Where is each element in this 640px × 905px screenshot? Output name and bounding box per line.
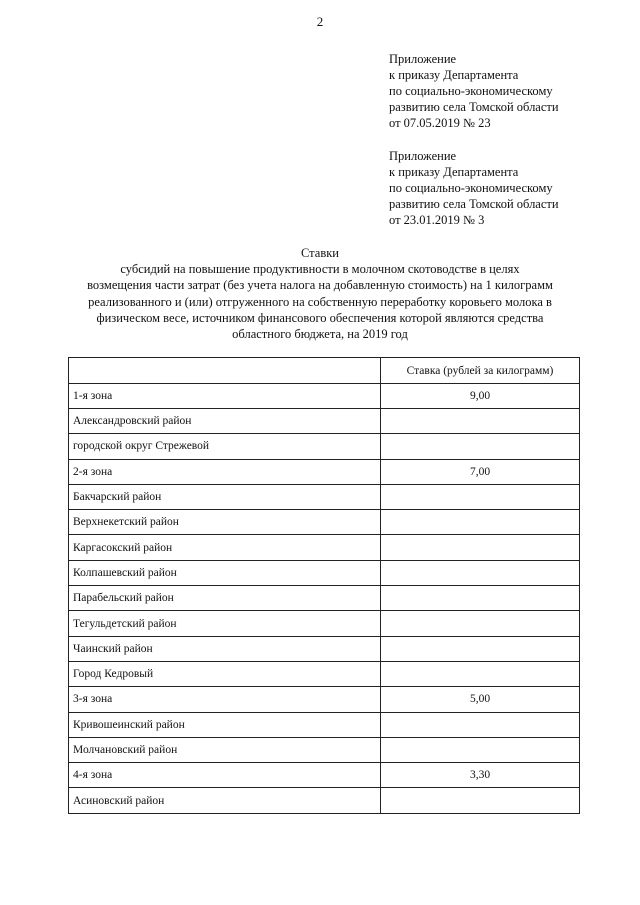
title-line: субсидий на повышение продуктивности в молочном скотоводстве в целях [120, 262, 520, 277]
table-row [69, 434, 580, 459]
table-row [69, 737, 580, 762]
appendix-line: развитию села Томской области [389, 197, 559, 211]
appendix-line: Приложение [389, 149, 457, 163]
area-name-cell: Чаинский район [69, 636, 381, 661]
title-line: областного бюджета, на 2019 год [232, 327, 408, 342]
rate-cell [381, 560, 580, 585]
appendix-line: Приложение [389, 52, 457, 66]
rates-table [68, 357, 580, 814]
rate-cell [381, 636, 580, 661]
rate-cell [381, 661, 580, 686]
table-row [69, 788, 580, 813]
rate-cell: 5,00 [381, 687, 580, 712]
area-name-cell: Молчановский район [69, 737, 381, 762]
area-name-cell: Город Кедровый [69, 661, 381, 686]
header-rate-cell: Ставка (рублей за килограмм) [381, 358, 580, 384]
rate-cell [381, 712, 580, 737]
table-row [69, 409, 580, 434]
area-name-cell: 3-я зона [69, 687, 381, 712]
table-row [69, 712, 580, 737]
area-name-cell: Бакчарский район [69, 484, 381, 509]
header-name-cell [69, 358, 381, 384]
appendix-note-previous [389, 148, 629, 228]
area-name-cell: Кривошеинский район [69, 712, 381, 737]
document-title [40, 245, 600, 342]
title-line: возмещения части затрат (без учета налога на добавленную стоимость) на 1 килограмм [87, 278, 553, 293]
table-row [69, 384, 580, 409]
area-name-cell: Колпашевский район [69, 560, 381, 585]
page-number: 2 [316, 14, 324, 29]
appendix-line: к приказу Департамента [389, 68, 519, 82]
table-row [69, 459, 580, 484]
table-row [69, 636, 580, 661]
rate-cell [381, 535, 580, 560]
appendix-line: развитию села Томской области [389, 100, 559, 114]
rate-cell [381, 409, 580, 434]
rate-cell [381, 788, 580, 813]
title-line: физическом весе, источником финансового обеспечения которой являются средства [96, 310, 544, 325]
rate-cell [381, 484, 580, 509]
appendix-line: к приказу Департамента [389, 165, 519, 179]
table-row [69, 687, 580, 712]
appendix-date: от 07.05.2019 № 23 [389, 116, 491, 130]
table-row [69, 535, 580, 560]
area-name-cell: Верхнекетский район [69, 510, 381, 535]
area-name-cell: городской округ Стрежевой [69, 434, 381, 459]
table-row [69, 586, 580, 611]
table-row [69, 661, 580, 686]
rates-table-body [69, 384, 580, 814]
table-row [69, 763, 580, 788]
area-name-cell: Каргасокский район [69, 535, 381, 560]
area-name-cell: Александровский район [69, 409, 381, 434]
table-row [69, 484, 580, 509]
rate-cell: 3,30 [381, 763, 580, 788]
title-heading: Ставки [300, 246, 339, 260]
rate-cell [381, 586, 580, 611]
title-line: реализованного и (или) отгруженного на собственную переработку коровьего молока в [88, 294, 552, 309]
area-name-cell: 4-я зона [69, 763, 381, 788]
rate-cell [381, 434, 580, 459]
table-row [69, 560, 580, 585]
area-name-cell: Парабельский район [69, 586, 381, 611]
appendix-note-current [389, 51, 629, 131]
rate-cell: 9,00 [381, 384, 580, 409]
appendix-line: по социально-экономическому [389, 84, 553, 98]
table-row [69, 510, 580, 535]
table-row [69, 611, 580, 636]
rate-cell [381, 611, 580, 636]
table-header-row [69, 358, 580, 384]
area-name-cell: 1-я зона [69, 384, 381, 409]
rate-cell [381, 510, 580, 535]
rate-cell: 7,00 [381, 459, 580, 484]
rate-cell [381, 737, 580, 762]
area-name-cell: Тегульдетский район [69, 611, 381, 636]
appendix-line: по социально-экономическому [389, 181, 553, 195]
appendix-date: от 23.01.2019 № 3 [389, 213, 485, 227]
area-name-cell: 2-я зона [69, 459, 381, 484]
area-name-cell: Асиновский район [69, 788, 381, 813]
